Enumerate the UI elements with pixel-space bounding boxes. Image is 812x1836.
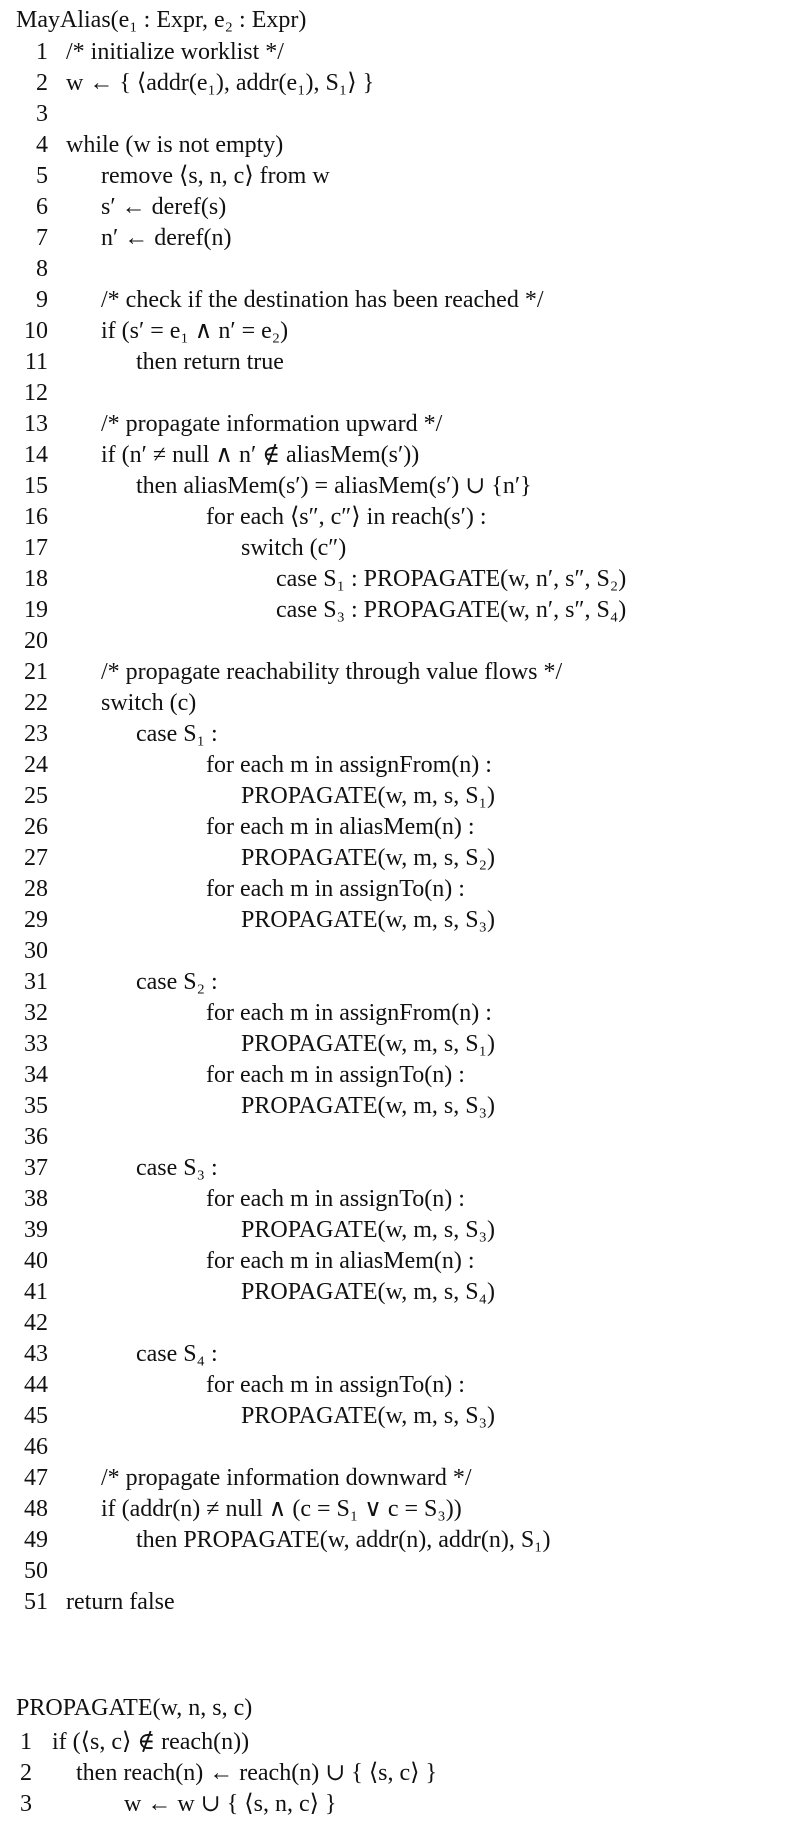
line-number: 35 <box>24 1093 48 1119</box>
code-line <box>0 874 812 905</box>
line-number: 4 <box>36 132 48 158</box>
code-line <box>0 533 812 564</box>
code-text: PROPAGATE(w, m, s, S₃) <box>241 1403 495 1429</box>
line-number: 33 <box>24 1031 48 1057</box>
line-number: 49 <box>24 1527 48 1553</box>
line-number: 34 <box>24 1062 48 1088</box>
code-text: for each m in assignTo(n) : <box>206 876 465 902</box>
code-line <box>0 1339 812 1370</box>
code-text: PROPAGATE(w, m, s, S₂) <box>241 845 495 871</box>
code-text: if (s′ = e₁ ∧ n′ = e₂) <box>101 318 289 344</box>
line-number: 51 <box>24 1589 48 1615</box>
code-text: case S₃ : PROPAGATE(w, n′, s″, S₄) <box>276 597 627 623</box>
code-line <box>0 285 812 316</box>
code-text: switch (c) <box>101 690 197 716</box>
line-number: 46 <box>24 1434 48 1460</box>
code-line <box>0 1153 812 1184</box>
code-line <box>0 1525 812 1556</box>
line-number: 12 <box>24 380 48 406</box>
line-number: 30 <box>24 938 48 964</box>
line-number: 43 <box>24 1341 48 1367</box>
code-text: then PROPAGATE(w, addr(n), addr(n), S₁) <box>136 1527 551 1553</box>
line-number: 39 <box>24 1217 48 1243</box>
line-number: 7 <box>36 225 48 251</box>
mayalias-header: MayAlias(e₁ : Expr, e₂ : Expr) <box>16 7 307 33</box>
code-line <box>0 750 812 781</box>
code-line <box>0 843 812 874</box>
code-line <box>0 1215 812 1246</box>
line-number: 31 <box>24 969 48 995</box>
code-line <box>0 440 812 471</box>
line-number: 40 <box>24 1248 48 1274</box>
line-number: 2 <box>20 1760 32 1786</box>
code-text: while (w is not empty) <box>66 132 284 158</box>
line-number: 9 <box>36 287 48 313</box>
line-number: 24 <box>24 752 48 778</box>
line-number: 14 <box>24 442 48 468</box>
code-line <box>0 1246 812 1277</box>
code-line <box>0 130 812 161</box>
code-text: /* propagate information downward */ <box>101 1465 472 1491</box>
code-line <box>0 1587 812 1618</box>
code-text: return false <box>66 1589 175 1615</box>
code-line <box>0 998 812 1029</box>
code-line <box>0 68 812 99</box>
code-text: s′ ← deref(s) <box>101 194 227 220</box>
propagate-body <box>0 1727 812 1820</box>
code-text: if (addr(n) ≠ null ∧ (c = S₁ ∨ c = S₃)) <box>101 1496 462 1522</box>
code-line <box>0 161 812 192</box>
code-text: for each m in assignFrom(n) : <box>206 752 492 778</box>
code-text: case S₁ : <box>136 721 218 747</box>
code-line <box>0 1758 812 1789</box>
code-line <box>0 1184 812 1215</box>
code-line <box>0 812 812 843</box>
line-number: 8 <box>36 256 48 282</box>
line-number: 45 <box>24 1403 48 1429</box>
code-text: case S₂ : <box>136 969 218 995</box>
line-number: 32 <box>24 1000 48 1026</box>
code-line <box>0 1029 812 1060</box>
line-number: 50 <box>24 1558 48 1584</box>
line-number: 16 <box>24 504 48 530</box>
code-line <box>0 378 812 409</box>
code-line <box>0 936 812 967</box>
code-text: /* propagate information upward */ <box>101 411 443 437</box>
code-line <box>0 1122 812 1153</box>
line-number: 28 <box>24 876 48 902</box>
code-text: /* initialize worklist */ <box>66 39 284 65</box>
code-line <box>0 905 812 936</box>
line-number: 5 <box>36 163 48 189</box>
line-number: 2 <box>36 70 48 96</box>
line-number: 19 <box>24 597 48 623</box>
line-number: 17 <box>24 535 48 561</box>
line-number: 42 <box>24 1310 48 1336</box>
code-line <box>0 1277 812 1308</box>
code-line <box>0 781 812 812</box>
line-number: 37 <box>24 1155 48 1181</box>
code-text: /* check if the destination has been reached */ <box>101 287 544 313</box>
line-number: 1 <box>20 1729 32 1755</box>
code-line <box>0 347 812 378</box>
code-line <box>0 1060 812 1091</box>
line-number: 3 <box>36 101 48 127</box>
code-line <box>0 657 812 688</box>
line-number: 15 <box>24 473 48 499</box>
code-line <box>0 967 812 998</box>
line-number: 26 <box>24 814 48 840</box>
code-text: PROPAGATE(w, m, s, S₃) <box>241 907 495 933</box>
line-number: 21 <box>24 659 48 685</box>
code-line <box>0 595 812 626</box>
code-text: PROPAGATE(w, m, s, S₃) <box>241 1217 495 1243</box>
code-line <box>0 1091 812 1122</box>
code-line <box>0 1308 812 1339</box>
code-text: then reach(n) ← reach(n) ∪ { ⟨s, c⟩ } <box>76 1760 438 1786</box>
code-text: for each m in assignTo(n) : <box>206 1062 465 1088</box>
code-line <box>0 99 812 130</box>
code-text: PROPAGATE(w, m, s, S₃) <box>241 1093 495 1119</box>
code-text: for each m in assignTo(n) : <box>206 1372 465 1398</box>
code-line <box>0 688 812 719</box>
code-text: PROPAGATE(w, m, s, S₁) <box>241 783 495 809</box>
code-line <box>0 564 812 595</box>
code-text: w ← { ⟨addr(e₁), addr(e₁), S₁⟩ } <box>66 70 375 96</box>
line-number: 13 <box>24 411 48 437</box>
code-line <box>0 1789 812 1820</box>
code-line <box>0 1463 812 1494</box>
code-text: for each ⟨s″, c″⟩ in reach(s′) : <box>206 504 487 530</box>
line-number: 1 <box>36 39 48 65</box>
code-line <box>0 254 812 285</box>
code-line <box>0 1727 812 1758</box>
code-text: switch (c″) <box>241 535 347 561</box>
line-number: 36 <box>24 1124 48 1150</box>
code-line <box>0 1556 812 1587</box>
line-number: 6 <box>36 194 48 220</box>
code-text: remove ⟨s, n, c⟩ from w <box>101 163 330 189</box>
code-line <box>0 1432 812 1463</box>
code-text: PROPAGATE(w, m, s, S₄) <box>241 1279 495 1305</box>
code-line <box>0 626 812 657</box>
code-line <box>0 471 812 502</box>
line-number: 38 <box>24 1186 48 1212</box>
code-text: for each m in assignFrom(n) : <box>206 1000 492 1026</box>
code-text: then return true <box>136 349 284 375</box>
code-text: case S₄ : <box>136 1341 218 1367</box>
code-line <box>0 502 812 533</box>
line-number: 47 <box>24 1465 48 1491</box>
line-number: 11 <box>24 349 48 375</box>
line-number: 3 <box>20 1791 32 1817</box>
line-number: 22 <box>24 690 48 716</box>
code-text: for each m in assignTo(n) : <box>206 1186 465 1212</box>
code-text: w ← w ∪ { ⟨s, n, c⟩ } <box>124 1791 337 1817</box>
line-number: 10 <box>24 318 48 344</box>
code-line <box>0 409 812 440</box>
code-text: for each m in aliasMem(n) : <box>206 1248 475 1274</box>
code-line <box>0 192 812 223</box>
line-number: 18 <box>24 566 48 592</box>
line-number: 41 <box>24 1279 48 1305</box>
code-line <box>0 316 812 347</box>
code-line <box>0 1370 812 1401</box>
line-number: 27 <box>24 845 48 871</box>
line-number: 44 <box>24 1372 48 1398</box>
code-text: case S₃ : <box>136 1155 218 1181</box>
code-text: /* propagate reachability through value flows */ <box>101 659 563 685</box>
line-number: 29 <box>24 907 48 933</box>
code-line <box>0 37 812 68</box>
propagate-header: PROPAGATE(w, n, s, c) <box>16 1695 253 1721</box>
code-text: case S₁ : PROPAGATE(w, n′, s″, S₂) <box>276 566 627 592</box>
code-text: then aliasMem(s′) = aliasMem(s′) ∪ {n′} <box>136 473 532 499</box>
line-number: 25 <box>24 783 48 809</box>
line-number: 20 <box>24 628 48 654</box>
mayalias-body <box>0 37 812 1618</box>
code-text: for each m in aliasMem(n) : <box>206 814 475 840</box>
code-text: PROPAGATE(w, m, s, S₁) <box>241 1031 495 1057</box>
line-number: 48 <box>24 1496 48 1522</box>
line-number: 23 <box>24 721 48 747</box>
code-text: if (⟨s, c⟩ ∉ reach(n)) <box>52 1729 250 1755</box>
code-line <box>0 719 812 750</box>
code-line <box>0 1401 812 1432</box>
code-line <box>0 1494 812 1525</box>
code-line <box>0 223 812 254</box>
code-text: if (n′ ≠ null ∧ n′ ∉ aliasMem(s′)) <box>101 442 420 468</box>
code-text: n′ ← deref(n) <box>101 225 232 251</box>
